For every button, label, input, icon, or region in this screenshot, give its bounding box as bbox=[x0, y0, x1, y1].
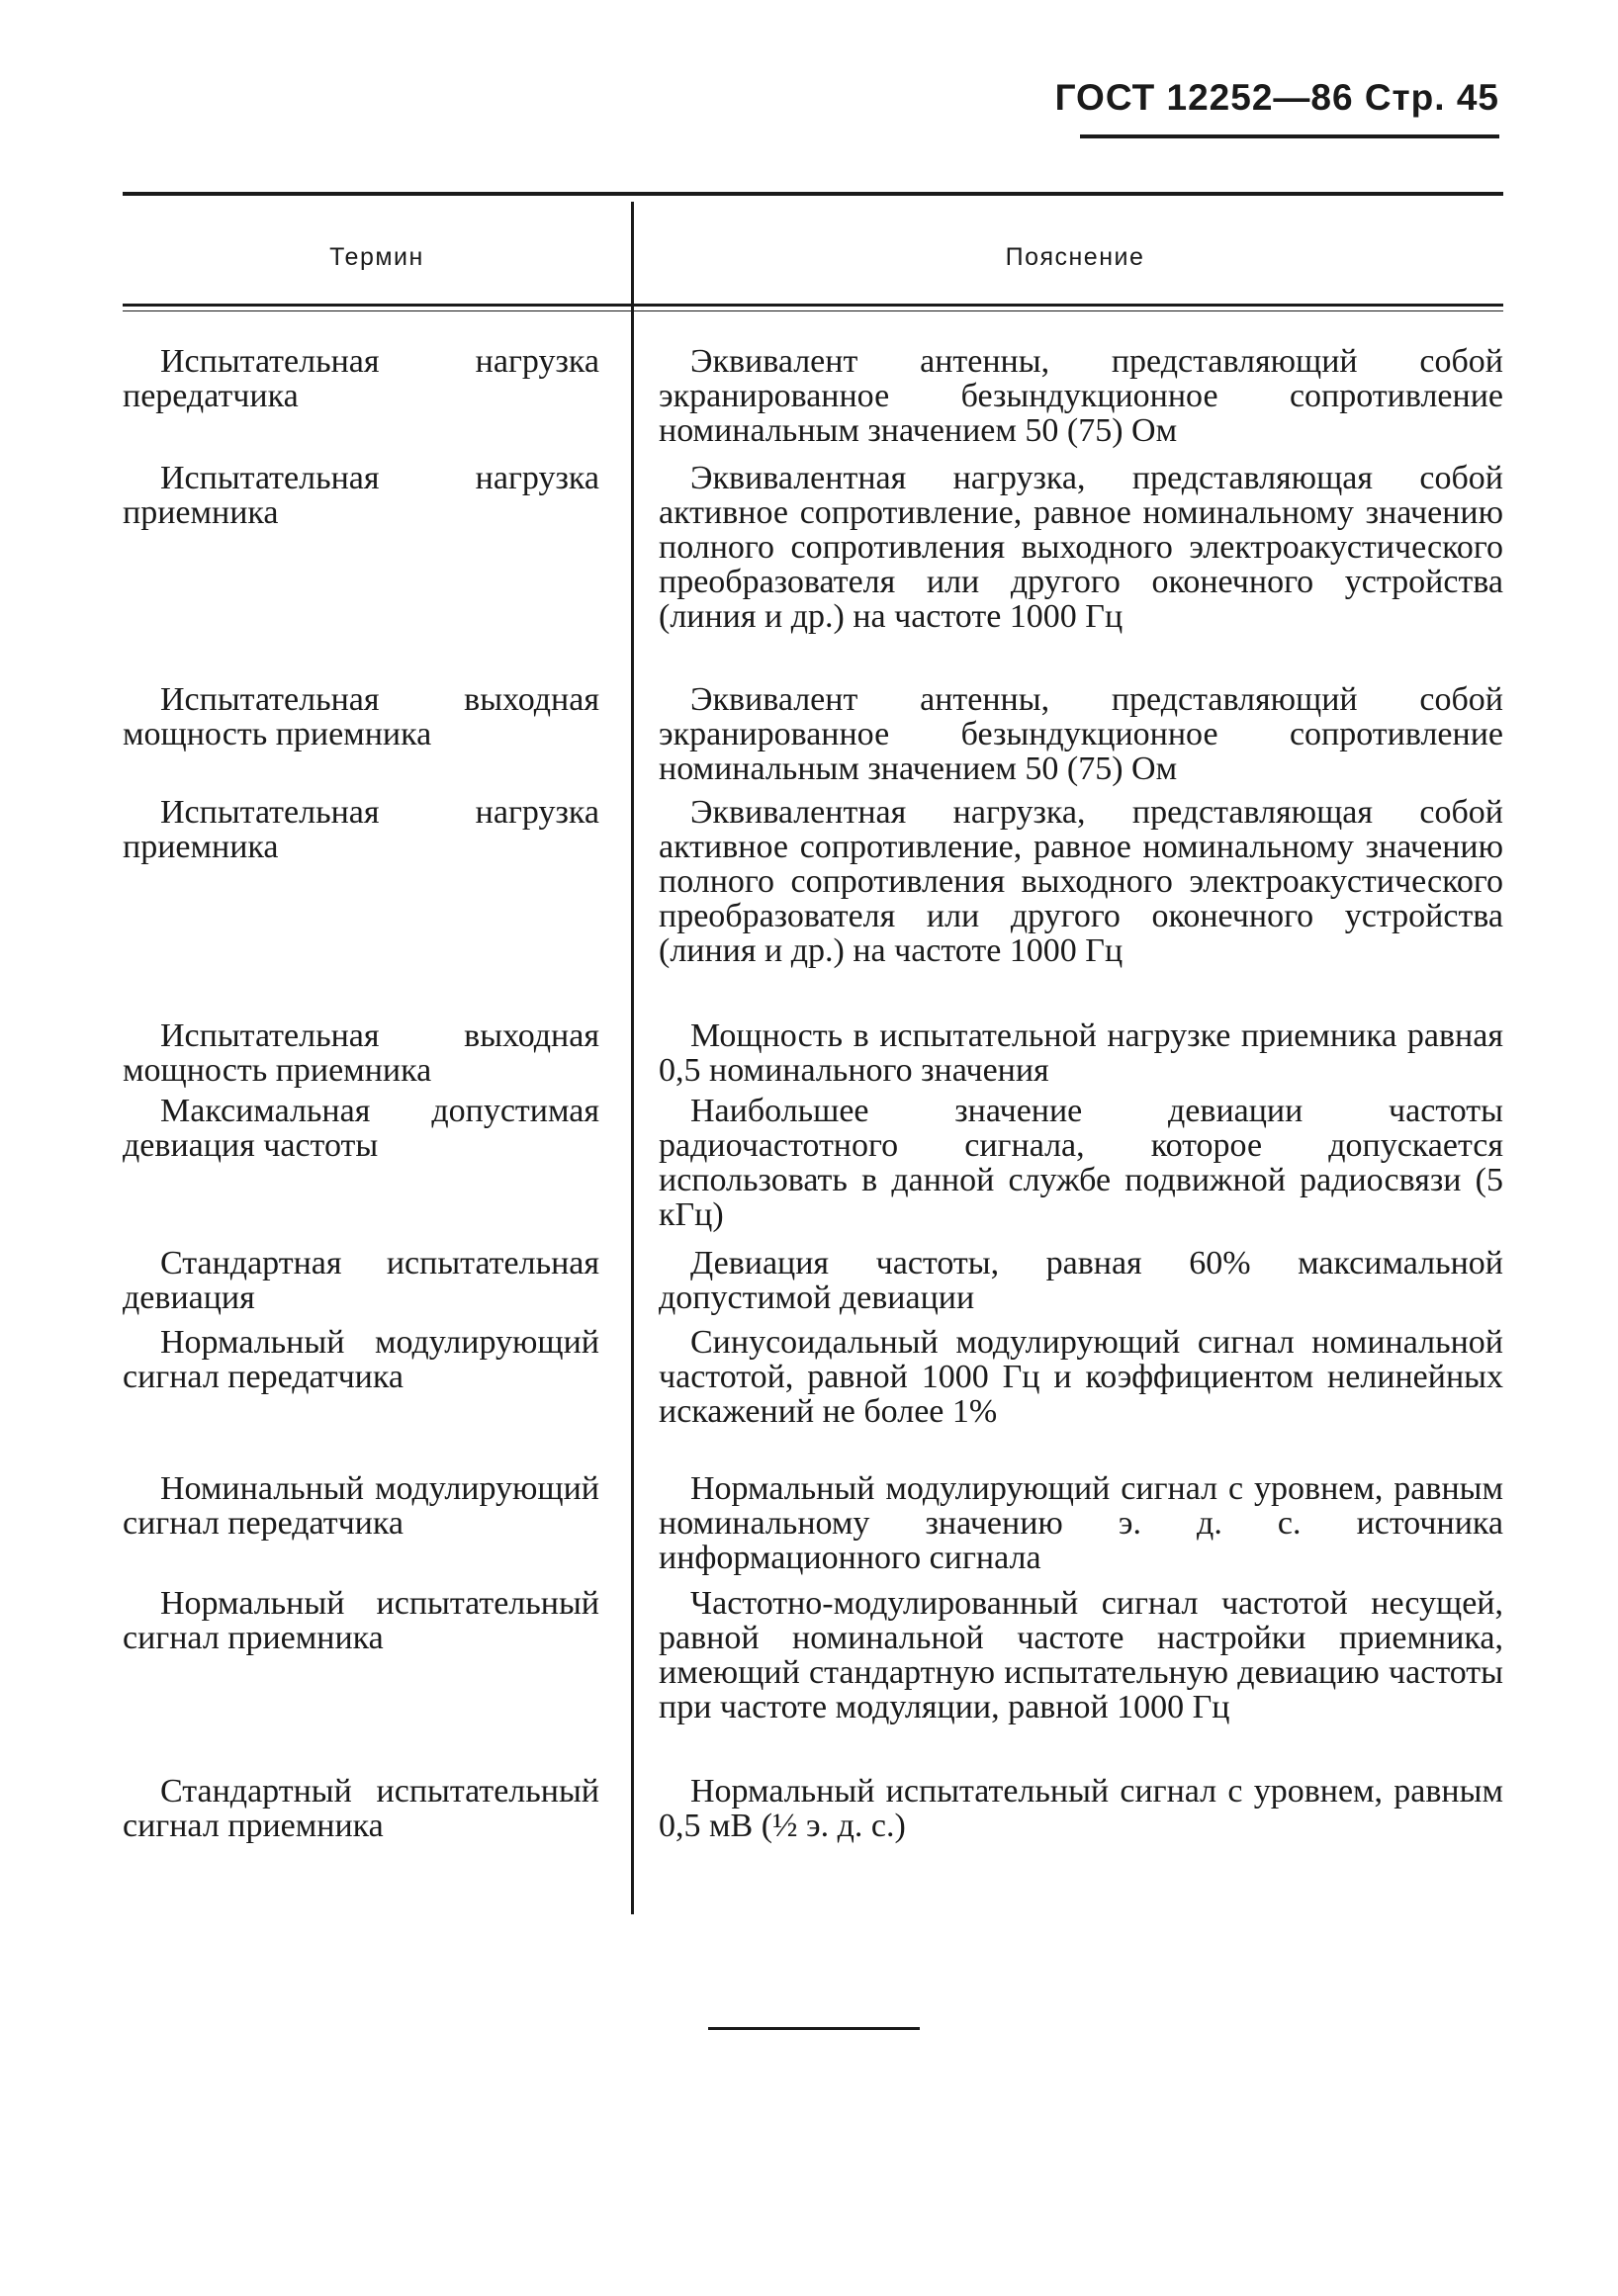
term-cell: Номинальный модулирующий сигнал передатчика bbox=[123, 1470, 599, 1542]
header-divider bbox=[123, 304, 1503, 307]
term-cell: Испытательная выходная мощность приемника bbox=[123, 1017, 599, 1089]
term-cell: Максимальная допустимая девиация частоты bbox=[123, 1093, 599, 1164]
terms-table bbox=[123, 192, 1503, 1914]
explanation-cell: Эквивалентная нагрузка, представляющая собой активное сопротивление, равное номинальному значению полного сопротивления выходного электроакустического преобразователя или другого оконечного устройства (линия и др.) на частоте 1000 Гц bbox=[659, 794, 1503, 969]
term-cell: Испытательная нагрузка приемника bbox=[123, 794, 599, 865]
term-cell: Стандартный испытательный сигнал приемника bbox=[123, 1773, 599, 1844]
explanation-cell: Эквивалент антенны, представляющий собой экранированное безындукционное сопротивление номинальным значением 50 (75) Ом bbox=[659, 343, 1503, 449]
explanation-cell: Нормальный модулирующий сигнал с уровнем, равным номинальному значению э. д. с. источника информационного сигнала bbox=[659, 1470, 1503, 1576]
explanation-cell: Нормальный испытательный сигнал с уровнем, равным 0,5 мВ (½ э. д. с.) bbox=[659, 1773, 1503, 1844]
term-cell: Стандартная испытательная девиация bbox=[123, 1245, 599, 1316]
term-cell: Нормальный испытательный сигнал приемника bbox=[123, 1585, 599, 1656]
header-divider-thin bbox=[123, 310, 1503, 311]
column-header-term: Термин bbox=[329, 243, 424, 271]
header-rule bbox=[1080, 134, 1499, 138]
column-divider bbox=[631, 202, 634, 1914]
term-cell: Испытательная выходная мощность приемника bbox=[123, 681, 599, 752]
explanation-cell: Эквивалентная нагрузка, представляющая собой активное сопротивление, равное номинальному значению полного сопротивления выходного электроакустического преобразователя или другого оконечного устройства (линия и др.) на частоте 1000 Гц bbox=[659, 460, 1503, 635]
page-header: ГОСТ 12252—86 Стр. 45 bbox=[1054, 77, 1499, 118]
term-cell: Нормальный модулирующий сигнал передатчика bbox=[123, 1324, 599, 1395]
explanation-cell: Частотно-модулированный сигнал частотой несущей, равной номинальной частоте настройки приемника, имеющий стандартную испытательную девиацию частоты при частоте модуляции, равной 1000 Гц bbox=[659, 1585, 1503, 1725]
term-cell: Испытательная нагрузка приемника bbox=[123, 460, 599, 531]
explanation-cell: Девиация частоты, равная 60% максимальной допустимой девиации bbox=[659, 1245, 1503, 1316]
explanation-cell: Наибольшее значение девиации частоты радиочастотного сигнала, которое допускается использовать в данной службе подвижной радиосвязи (5 кГц) bbox=[659, 1093, 1503, 1233]
footer-rule bbox=[708, 2027, 920, 2030]
column-header-explanation: Пояснение bbox=[1005, 243, 1145, 271]
table-top-rule bbox=[123, 192, 1503, 196]
explanation-cell: Синусоидальный модулирующий сигнал номинальной частотой, равной 1000 Гц и коэффициентом нелинейных искажений не более 1% bbox=[659, 1324, 1503, 1430]
explanation-cell: Эквивалент антенны, представляющий собой экранированное безындукционное сопротивление номинальным значением 50 (75) Ом bbox=[659, 681, 1503, 787]
term-cell: Испытательная нагрузка передатчика bbox=[123, 343, 599, 414]
explanation-cell: Мощность в испытательной нагрузке приемника равная 0,5 номинального значения bbox=[659, 1017, 1503, 1089]
